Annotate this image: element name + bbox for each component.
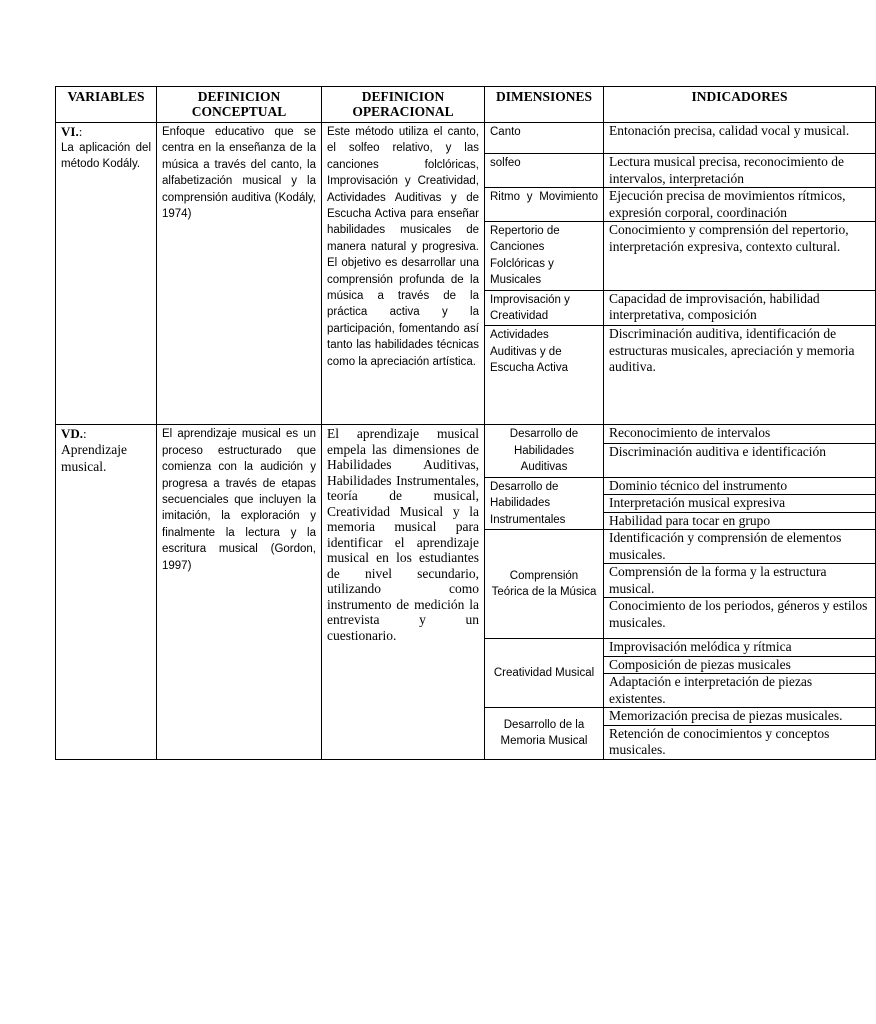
vi-indicator: Discriminación auditiva, identificación de estructuras musicales, apreciación y memoria auditiva. [604, 326, 876, 425]
vd-indicator: Composición de piezas musicales [604, 656, 876, 674]
vi-indicator: Ejecución precisa de movimientos rítmicos, expresión corporal, coordinación [604, 188, 876, 222]
vd-indicator: Adaptación e interpretación de piezas existentes. [604, 674, 876, 708]
vd-operational-text: El aprendizaje musical empela las dimensiones de Habilidades Auditivas, Habilidades Instrumentales, teoría de musical, Creatividad Musical y la memoria musical para identificar el aprendizaje musical en los estudiantes de nivel secundario, utilizando como instrumento de medición la entrevista y un cuestionario. [327, 426, 479, 643]
vd-indicator: Comprensión de la forma y la estructura musical. [604, 564, 876, 598]
vi-indicator: Entonación precisa, calidad vocal y musical. [604, 123, 876, 154]
vi-indicator: Capacidad de improvisación, habilidad interpretativa, composición [604, 290, 876, 326]
vi-dimension: Canto [485, 123, 604, 154]
header-def-operacional: DEFINICION OPERACIONAL [322, 87, 485, 123]
vd-indicator: Habilidad para tocar en grupo [604, 512, 876, 530]
vi-dimension: Actividades Auditivas y de Escucha Activa [485, 326, 604, 425]
header-row [56, 87, 876, 123]
vd-indicator: Reconocimiento de intervalos [604, 425, 876, 444]
vd-conceptual-definition: El aprendizaje musical es un proceso estructurado que comienza con la audición y progresa a través de etapas secuenciales que incluyen la imitación, la exploración y finalmente la lectura y la escritura musical (Gordon, 1997) [157, 425, 322, 759]
vi-label: VI. [61, 124, 79, 139]
vi-dimension: Improvisación y Creatividad [485, 290, 604, 326]
vd-dimension: Desarrollo de Habilidades Instrumentales [485, 477, 604, 530]
vi-dimension: solfeo [485, 154, 604, 188]
variables-table-wrapper [55, 86, 868, 760]
header-def-conceptual: DEFINICION CONCEPTUAL [157, 87, 322, 123]
vd-operational-definition [322, 425, 485, 759]
vd-dimension: Desarrollo de la Memoria Musical [485, 708, 604, 760]
vd-variable-cell [56, 425, 157, 759]
vd-name: Aprendizaje musical. [61, 442, 127, 474]
vd-indicator: Interpretación musical expresiva [604, 495, 876, 513]
header-variables: VARIABLES [56, 87, 157, 123]
vi-operational-definition: Este método utiliza el canto, el solfeo relativo, y las canciones folclóricas, Improvisación y Creatividad, Actividades Auditivas y de Escucha Activa para enseñar habilidades musicales de manera natural y progresiva. El objetivo es desarrollar una comprensión profunda de la música a través de la práctica activa y la participación, fomentando así tanto las habilidades técnicas como la apreciación artística. [322, 123, 485, 425]
vi-conceptual-definition: Enfoque educativo que se centra en la enseñanza de la música a través del canto, la alfabetización musical y la comprensión auditiva (Kodály, 1974) [157, 123, 322, 425]
vi-dimension: Repertorio de Canciones Folclóricas y Musicales [485, 222, 604, 291]
vi-indicator: Conocimiento y comprensión del repertorio, interpretación expresiva, contexto cultural. [604, 222, 876, 291]
vd-label-suffix: : [83, 426, 87, 442]
table-row [56, 123, 876, 154]
vi-dimension: Ritmo y Movimiento [485, 188, 604, 222]
vd-indicator: Dominio técnico del instrumento [604, 477, 876, 495]
vi-label-suffix: : [78, 124, 83, 139]
table-row [56, 425, 876, 444]
vd-dimension: Comprensión Teórica de la Música [485, 530, 604, 639]
vi-name: La aplicación del método Kodály. [61, 142, 151, 171]
vd-indicator: Conocimiento de los periodos, géneros y estilos musicales. [604, 598, 876, 639]
vd-indicator: Improvisación melódica y rítmica [604, 639, 876, 657]
vd-dimension: Creatividad Musical [485, 639, 604, 708]
vd-indicator: Identificación y comprensión de elementos musicales. [604, 530, 876, 564]
header-indicadores: INDICADORES [604, 87, 876, 123]
operationalization-table [55, 86, 876, 760]
vi-indicator: Lectura musical precisa, reconocimiento de intervalos, interpretación [604, 154, 876, 188]
vd-indicator: Discriminación auditiva e identificación [604, 444, 876, 477]
header-dimensiones: DIMENSIONES [485, 87, 604, 123]
vd-indicator: Retención de conocimientos y conceptos musicales. [604, 725, 876, 759]
vd-label: VD. [61, 426, 84, 442]
vi-variable-cell [56, 123, 157, 425]
vd-dimension: Desarrollo de Habilidades Auditivas [485, 425, 604, 477]
vd-indicator: Memorización precisa de piezas musicales. [604, 708, 876, 726]
